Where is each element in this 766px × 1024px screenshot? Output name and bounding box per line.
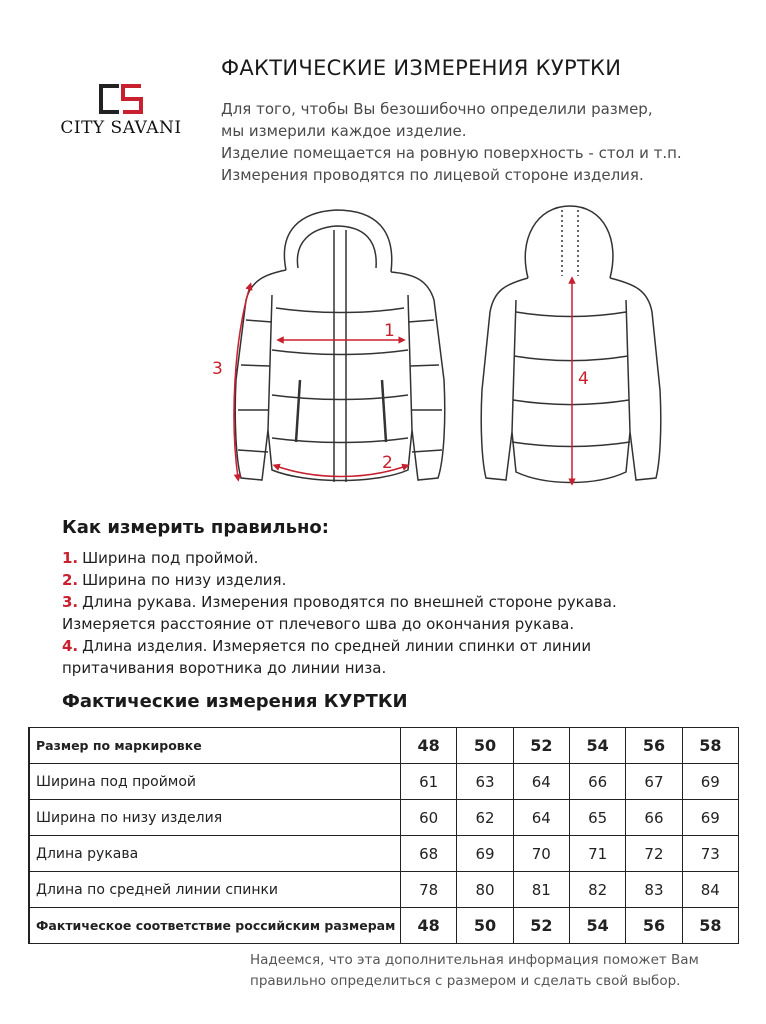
step-item <box>62 591 617 613</box>
row-label: Длина по средней линии спинки <box>30 872 401 908</box>
step-item <box>62 613 617 635</box>
table-cell: 64 <box>513 800 569 836</box>
table-cell: 83 <box>626 872 682 908</box>
row-label: Длина рукава <box>30 836 401 872</box>
table-cell: 73 <box>682 836 738 872</box>
table-cell: 56 <box>626 908 682 944</box>
table-cell: 63 <box>457 764 513 800</box>
size-table <box>29 727 739 944</box>
label-1: 1 <box>384 321 395 341</box>
table-cell: 64 <box>513 764 569 800</box>
label-2: 2 <box>382 453 393 473</box>
intro-line: Измерения проводятся по лицевой стороне изделия. <box>221 166 644 184</box>
table-cell: 56 <box>626 728 682 764</box>
table-cell: 65 <box>569 800 625 836</box>
step-number: 3. <box>62 593 79 611</box>
table-row <box>30 908 739 944</box>
table-cell: 58 <box>682 728 738 764</box>
row-label: Ширина под проймой <box>30 764 401 800</box>
step-number: 2. <box>62 571 79 589</box>
table-cell: 69 <box>682 800 738 836</box>
table-title: Фактические измерения КУРТКИ <box>62 691 408 712</box>
jacket-measurement-illustration <box>206 200 676 500</box>
table-cell: 82 <box>569 872 625 908</box>
table-cell: 62 <box>457 800 513 836</box>
table-cell: 84 <box>682 872 738 908</box>
table-cell: 61 <box>401 764 457 800</box>
step-text: Длина рукава. Измерения проводятся по внешней стороне рукава. <box>82 593 617 611</box>
step-item <box>62 657 617 679</box>
step-text: Ширина под проймой. <box>82 549 259 567</box>
table-row <box>30 728 739 764</box>
jacket-front-icon <box>235 210 445 482</box>
measurement-arrows <box>234 280 572 482</box>
page-title: ФАКТИЧЕСКИЕ ИЗМЕРЕНИЯ КУРТКИ <box>221 56 622 80</box>
table-cell: 50 <box>457 908 513 944</box>
row-label: Размер по маркировке <box>30 728 401 764</box>
howto-steps <box>62 547 617 679</box>
intro-line: мы измерили каждое изделие. <box>221 122 467 140</box>
table-cell: 50 <box>457 728 513 764</box>
table-cell: 68 <box>401 836 457 872</box>
table-cell: 52 <box>513 728 569 764</box>
city-savani-logo-icon <box>97 84 145 114</box>
table-cell: 69 <box>457 836 513 872</box>
table-cell: 78 <box>401 872 457 908</box>
table-cell: 66 <box>569 764 625 800</box>
step-item <box>62 547 617 569</box>
intro-text <box>221 98 682 186</box>
footer-line: Надеемся, что эта дополнительная информация поможет Вам <box>250 952 699 968</box>
step-text: притачивания воротника до линии низа. <box>62 659 387 677</box>
label-3: 3 <box>212 359 223 379</box>
step-text: Измеряется расстояние от плечевого шва до окончания рукава. <box>62 615 575 633</box>
size-table-wrap <box>28 727 741 944</box>
label-4: 4 <box>578 369 589 389</box>
step-text: Длина изделия. Измеряется по средней линии спинки от линии <box>82 637 592 655</box>
row-label: Ширина по низу изделия <box>30 800 401 836</box>
jacket-back-icon <box>481 206 661 483</box>
table-cell: 72 <box>626 836 682 872</box>
table-cell: 70 <box>513 836 569 872</box>
table-cell: 48 <box>401 728 457 764</box>
table-cell: 52 <box>513 908 569 944</box>
intro-line: Изделие помещается на ровную поверхность - стол и т.п. <box>221 144 682 162</box>
table-cell: 67 <box>626 764 682 800</box>
table-cell: 71 <box>569 836 625 872</box>
table-cell: 60 <box>401 800 457 836</box>
row-label: Фактическое соответствие российским размерам <box>30 908 401 944</box>
step-item <box>62 569 617 591</box>
intro-line: Для того, чтобы Вы безошибочно определили размер, <box>221 100 653 118</box>
brand-name: CITY SAVANI <box>60 118 182 138</box>
table-row <box>30 800 739 836</box>
step-text: Ширина по низу изделия. <box>82 571 287 589</box>
howto-title: Как измерить правильно: <box>62 517 329 538</box>
table-cell: 81 <box>513 872 569 908</box>
footer-note <box>250 950 699 992</box>
step-item <box>62 635 617 657</box>
table-cell: 58 <box>682 908 738 944</box>
table-row <box>30 764 739 800</box>
table-cell: 48 <box>401 908 457 944</box>
table-cell: 54 <box>569 728 625 764</box>
table-row <box>30 836 739 872</box>
footer-line: правильно определиться с размером и сделать свой выбор. <box>250 973 681 989</box>
step-number: 4. <box>62 637 79 655</box>
table-cell: 69 <box>682 764 738 800</box>
table-cell: 80 <box>457 872 513 908</box>
table-cell: 66 <box>626 800 682 836</box>
table-cell: 54 <box>569 908 625 944</box>
brand-logo <box>58 84 184 144</box>
step-number: 1. <box>62 549 79 567</box>
table-row <box>30 872 739 908</box>
